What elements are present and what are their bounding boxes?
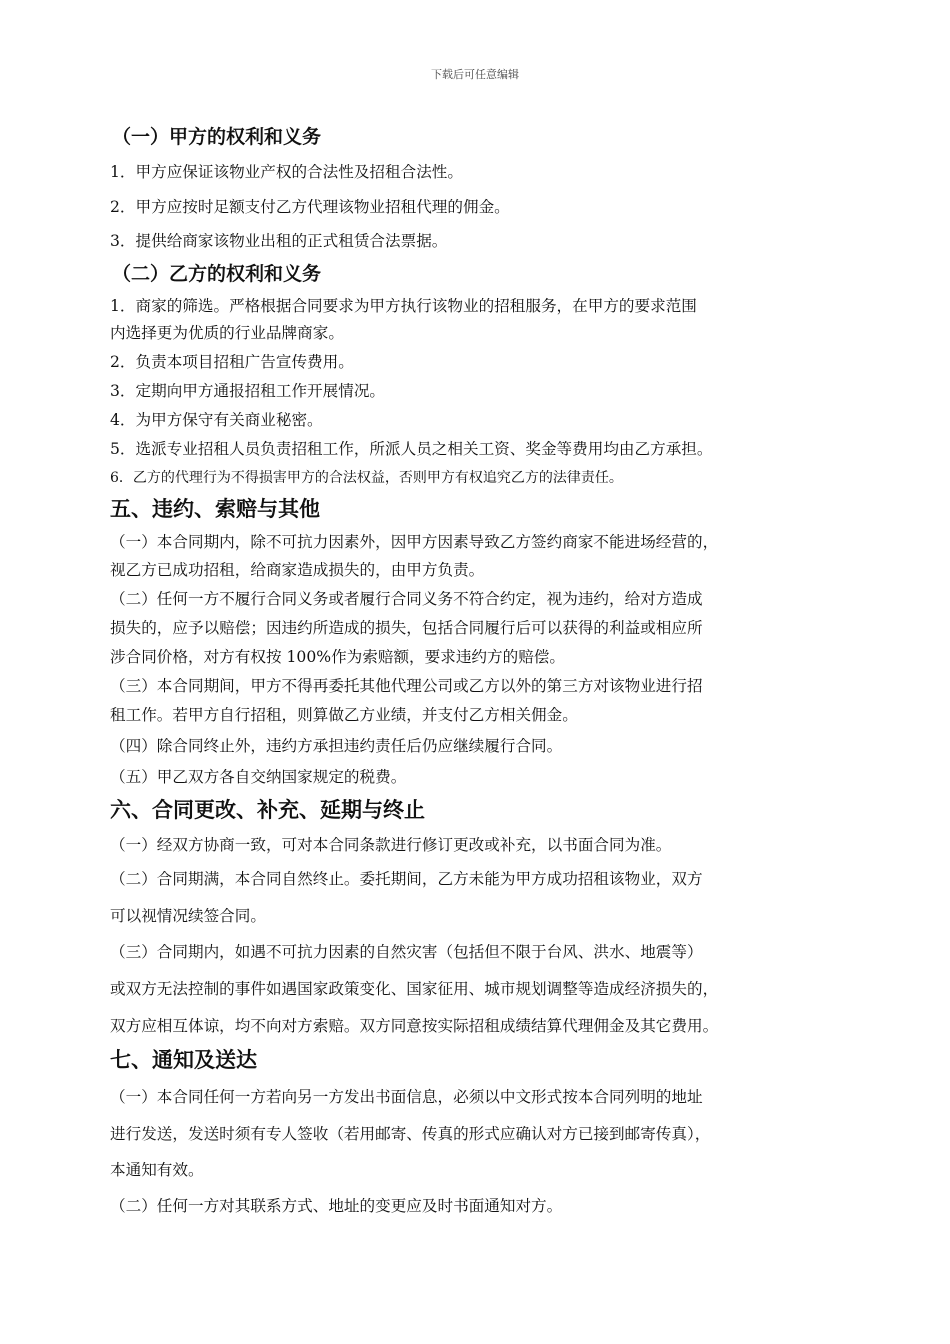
clause-line: 内选择更为优质的行业品牌商家。 (110, 324, 344, 342)
clause-line: 本通知有效。 (110, 1161, 204, 1179)
clause-line: （三）合同期内，如遇不可抗力因素的自然灾害（包括但不限于台风、洪水、地震等） (110, 943, 703, 961)
clause-line: 或双方无法控制的事件如遇国家政策变化、国家征用、城市规划调整等造成经济损失的， (110, 980, 719, 998)
clause-line: 进行发送，发送时须有专人签收（若用邮寄、传真的形式应确认对方已接到邮寄传真）， (110, 1125, 711, 1143)
clause-line: 1．甲方应保证该物业产权的合法性及招租合法性。 (110, 163, 463, 181)
clause-line: （五）甲乙双方各自交纳国家规定的税费。 (110, 768, 407, 786)
clause-line: （一）本合同期内，除不可抗力因素外，因甲方因素导致乙方签约商家不能进场经营的， (110, 533, 719, 551)
clause-line: 3．定期向甲方通报招租工作开展情况。 (110, 382, 386, 400)
clause-line: 双方应相互体谅，均不向对方索赔。双方同意按实际招租成绩结算代理佣金及其它费用。 (110, 1017, 719, 1035)
clause-line: 2．负责本项目招租广告宣传费用。 (110, 353, 354, 371)
clause-line: 3．提供给商家该物业出租的正式租赁合法票据。 (110, 232, 448, 250)
clause-line: （二）任何一方对其联系方式、地址的变更应及时书面通知对方。 (110, 1197, 563, 1215)
clause-line: （四）除合同终止外，违约方承担违约责任后仍应继续履行合同。 (110, 737, 563, 755)
clause-line: 租工作。若甲方自行招租，则算做乙方业绩，并支付乙方相关佣金。 (110, 706, 578, 724)
clause-line: 5．选派专业招租人员负责招租工作，所派人员之相关工资、奖金等费用均由乙方承担。 (110, 440, 713, 458)
chapter-heading: 六、合同更改、补充、延期与终止 (110, 798, 425, 822)
clause-line: 涉合同价格，对方有权按 100%作为索赔额，要求违约方的赔偿。 (110, 648, 565, 666)
chapter-heading: 七、通知及送达 (110, 1048, 257, 1072)
clause-line: （二）合同期满，本合同自然终止。委托期间，乙方未能为甲方成功招租该物业，双方 (110, 870, 703, 888)
section-heading: （二）乙方的权利和义务 (112, 263, 322, 285)
clause-line: 1．商家的筛选。严格根据合同要求为甲方执行该物业的招租服务，在甲方的要求范围 (110, 297, 697, 315)
section-heading: （一）甲方的权利和义务 (112, 126, 322, 148)
clause-line: 可以视情况续签合同。 (110, 907, 266, 925)
clause-line: 损失的，应予以赔偿；因违约所造成的损失，包括合同履行后可以获得的利益或相应所 (110, 619, 703, 637)
clause-line: （二）任何一方不履行合同义务或者履行合同义务不符合约定，视为违约，给对方造成 (110, 590, 703, 608)
clause-line: 视乙方已成功招租，给商家造成损失的，由甲方负责。 (110, 561, 485, 579)
clause-line: （三）本合同期间，甲方不得再委托其他代理公司或乙方以外的第三方对该物业进行招 (110, 677, 703, 695)
clause-line: （一）经双方协商一致，可对本合同条款进行修订更改或补充，以书面合同为准。 (110, 836, 672, 854)
clause-line: （一）本合同任何一方若向另一方发出书面信息，必须以中文形式按本合同列明的地址 (110, 1088, 703, 1106)
clause-line: 2．甲方应按时足额支付乙方代理该物业招租代理的佣金。 (110, 198, 510, 216)
clause-line: 4．为甲方保守有关商业秘密。 (110, 411, 323, 429)
clause-line: 6．乙方的代理行为不得损害甲方的合法权益，否则甲方有权追究乙方的法律责任。 (110, 470, 623, 486)
chapter-heading: 五、违约、索赔与其他 (110, 497, 320, 521)
page-header-note: 下载后可任意编辑 (431, 68, 519, 81)
